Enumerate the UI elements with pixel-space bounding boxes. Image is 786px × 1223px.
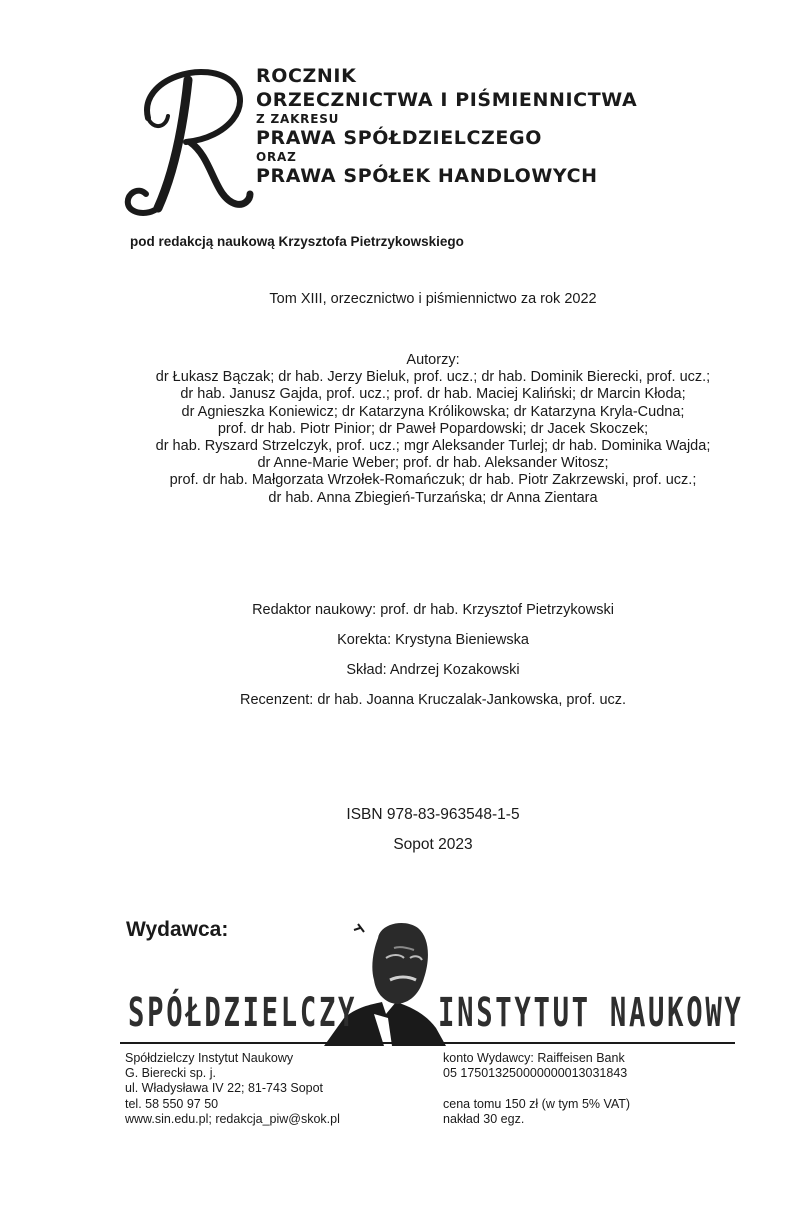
title-line: Z ZAKRESU <box>256 112 340 126</box>
info-line <box>443 1081 630 1096</box>
author-line: prof. dr hab. Piotr Pinior; dr Paweł Popardowski; dr Jacek Skoczek; <box>217 420 649 437</box>
address-line: Spółdzielczy Instytut Naukowy <box>125 1051 294 1065</box>
title-line: ROCZNIK <box>256 65 357 87</box>
address-line: ul. Władysława IV 22; 81-743 Sopot <box>125 1081 324 1096</box>
isbn: ISBN 978-83-963548-1-5 <box>346 806 520 823</box>
author-line: dr Łukasz Bączak; dr hab. Jerzy Bieluk, prof. ucz.; dr hab. Dominik Bierecki, prof. ucz.; <box>155 369 711 386</box>
scientific-editor: Redaktor naukowy: prof. dr hab. Krzysztof Pietrzykowski <box>252 602 614 618</box>
authors-label: Autorzy: <box>406 352 460 368</box>
info-line: 05 175013250000000013031843 <box>443 1066 628 1081</box>
author-line: prof. dr hab. Małgorzata Wrzołek-Romańczuk; dr hab. Piotr Zakrzewski, prof. ucz.; <box>169 472 697 489</box>
author-line: dr Anne-Marie Weber; prof. dr hab. Aleksander Witosz; <box>257 455 609 472</box>
info-line: konto Wydawcy: Raiffeisen Bank <box>443 1051 625 1065</box>
author-line: dr hab. Ryszard Strzelczyk, prof. ucz.; mgr Aleksander Turlej; dr hab. Dominika Wajda; <box>155 438 711 455</box>
info-line: nakład 30 egz. <box>443 1111 525 1126</box>
volume-line: Tom XIII, orzecznictwo i piśmiennictwo za rok 2022 <box>269 291 597 307</box>
editor-line: pod redakcją naukową Krzysztofa Pietrzykowskiego <box>130 234 464 249</box>
place-year: Sopot 2023 <box>393 836 473 853</box>
address-line: G. Bierecki sp. j. <box>125 1066 216 1081</box>
journal-logo-r <box>118 58 256 218</box>
title-line: ORZECZNICTWA I PIŚMIENNICTWA <box>256 89 638 111</box>
authors-section <box>40 352 786 507</box>
address-line: www.sin.edu.pl; redakcja_piw@skok.pl <box>125 1111 340 1126</box>
divider <box>120 1042 735 1044</box>
info-line: cena tomu 150 zł (w tym 5% VAT) <box>443 1096 631 1111</box>
journal-title <box>256 64 637 188</box>
reviewer: Recenzent: dr hab. Joanna Kruczalak-Jankowska, prof. ucz. <box>239 692 627 708</box>
publisher-label: Wydawca: <box>126 918 229 941</box>
author-line: dr Agnieszka Koniewicz; dr Katarzyna Królikowska; dr Katarzyna Kryla-Cudna; <box>181 403 685 420</box>
title-line: PRAWA SPÓŁDZIELCZEGO <box>256 127 542 149</box>
author-line: dr hab. Janusz Gajda, prof. ucz.; prof. dr hab. Maciej Kaliński; dr Marcin Kłoda; <box>180 386 686 403</box>
typesetting: Skład: Andrzej Kozakowski <box>346 662 520 678</box>
publisher-logo-left: SPÓŁDZIELCZY <box>128 990 358 1036</box>
publisher-info <box>443 1051 630 1127</box>
author-line: dr hab. Anna Zbiegień-Turzańska; dr Anna Zientara <box>268 489 598 506</box>
address-line: tel. 58 550 97 50 <box>125 1096 219 1111</box>
proofreading: Korekta: Krystyna Bieniewska <box>337 632 529 648</box>
title-line: ORAZ <box>256 150 297 164</box>
publisher-address <box>125 1051 340 1127</box>
title-line: PRAWA SPÓŁEK HANDLOWYCH <box>256 165 598 187</box>
publisher-logo-right: INSTYTUT NAUKOWY <box>438 990 744 1036</box>
